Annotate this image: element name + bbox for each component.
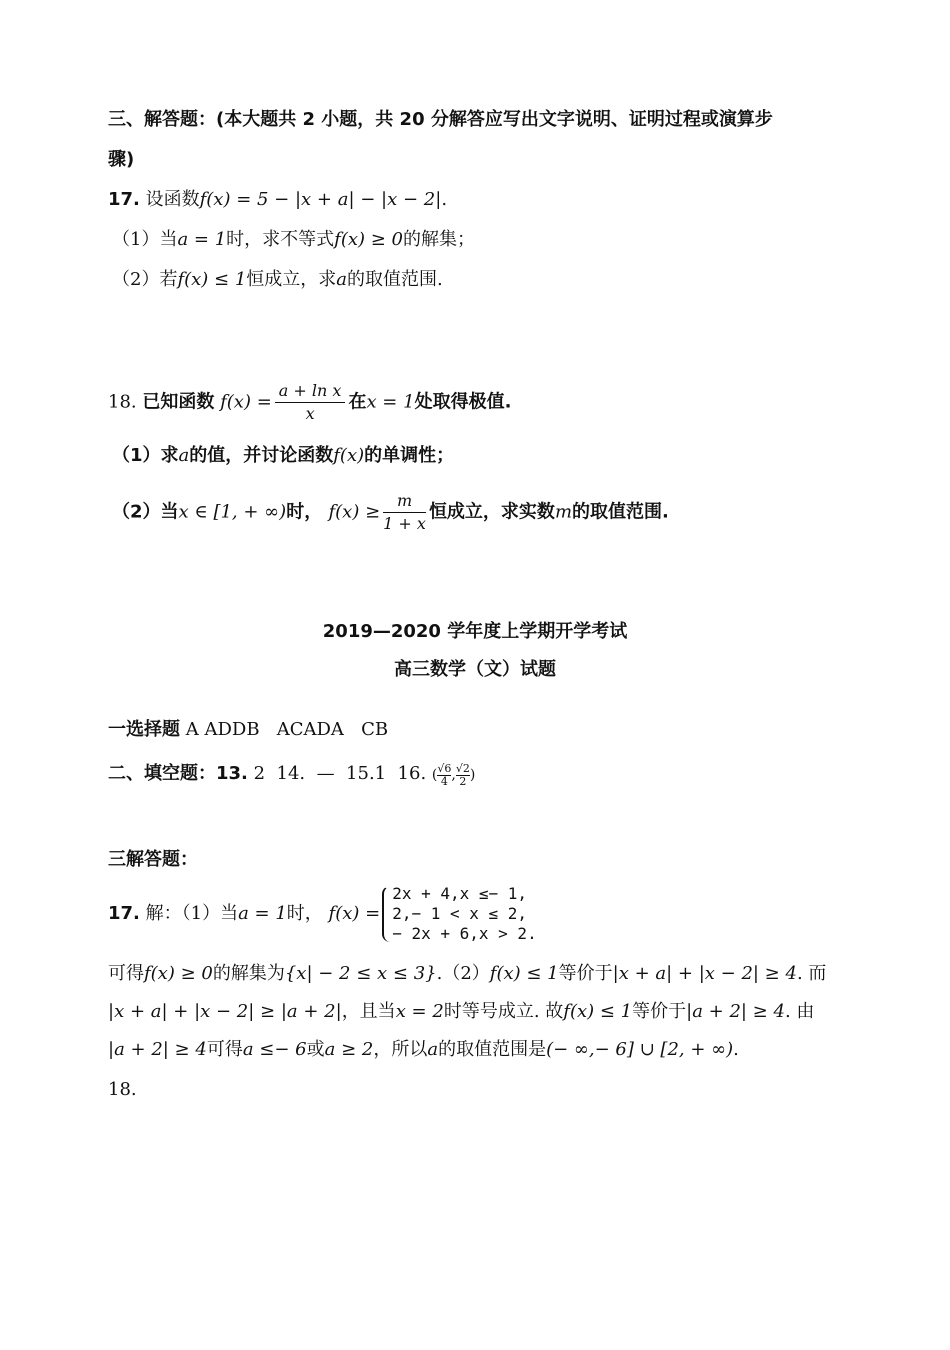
part-text: 恒成立，求 [246, 269, 337, 290]
math-expression: x = 2 [395, 1001, 444, 1022]
part-text: 的单调性； [364, 445, 455, 466]
answer-text: 解：（1）当 [145, 903, 239, 924]
case-row: 2x + 4,x ≤− 1, [392, 884, 528, 903]
math-expression: x = 1 [366, 391, 415, 413]
math-expression: a ≤− 6 [242, 1039, 307, 1060]
part-text: （1）求 [112, 445, 179, 466]
fraction [437, 763, 451, 788]
question-number: 17. [108, 903, 140, 924]
section-heading-continued: 骤) [108, 149, 135, 170]
question-18-part-2 [112, 490, 669, 535]
answer-text: . [733, 1039, 739, 1060]
part-text: 的解集； [403, 229, 476, 250]
answer-text: 的解集为 [212, 963, 285, 984]
part-text: 时，求不等式 [226, 229, 335, 250]
part-text: 时， [286, 501, 323, 523]
fraction [383, 490, 426, 535]
part-text: 恒成立，求实数 [428, 501, 555, 523]
stem-text: 设函数 [145, 189, 200, 210]
math-expression: a [178, 445, 190, 466]
part-text: 的取值范围. [347, 269, 443, 290]
answer-17-line-1 [108, 884, 537, 944]
math-expression: x ∈ [1, + ∞) [178, 501, 287, 523]
fill-in-answers [108, 760, 475, 789]
math-expression: a = 1 [238, 903, 287, 924]
answer-17-line-4 [108, 1036, 739, 1064]
math-expression: f(x) ≤ 1 [563, 1001, 633, 1022]
answer-subtitle: 高三数学（文）试题 [394, 659, 556, 680]
answer-text: 可得 [206, 1039, 243, 1060]
fraction-denominator: 4 [440, 774, 448, 788]
part-3-label: 三解答题： [108, 849, 198, 870]
fraction-numerator: √2 [455, 761, 470, 775]
math-expression: f(x) [333, 445, 365, 466]
question-17-stem [108, 186, 447, 214]
question-17-part-2 [112, 266, 443, 294]
math-expression: f(x) = 5 − |x + a| − |x − 2| [199, 189, 442, 210]
math-expression: a = 1 [177, 229, 227, 250]
answer-text: 时， [286, 903, 323, 924]
math-expression: |a + 2| ≥ 4 [108, 1039, 207, 1060]
answer-text: ，所以 [373, 1039, 428, 1060]
math-expression: f(x) ≤ 1 [489, 963, 559, 984]
question-17-part-1 [112, 226, 475, 254]
answer-label: 一选择题 [108, 719, 180, 740]
math-expression: |a + 2| ≥ 4 [686, 1001, 785, 1022]
fraction-denominator: 1 + x [383, 514, 426, 533]
question-18-part-1 [112, 442, 454, 470]
answer-text: 等价于 [632, 1001, 687, 1022]
question-number: 18. [108, 391, 137, 413]
stem-text: 处取得极值. [414, 391, 512, 413]
separator: , [451, 767, 456, 783]
paren: ( [431, 767, 438, 783]
math-expression: a [427, 1039, 439, 1060]
paren: ) [469, 767, 476, 783]
case-row: − 2x + 6,x > 2. [392, 924, 537, 943]
question-number: 17. [108, 189, 140, 210]
stem-text: 在 [348, 391, 367, 413]
math-expression: a ≥ 2 [324, 1039, 374, 1060]
math-expression: m [554, 501, 573, 523]
math-expression: f(x) ≥ 0 [334, 229, 404, 250]
math-expression: f(x) ≥ [328, 501, 381, 523]
answer-text: . 而 [796, 963, 827, 984]
fraction [275, 380, 346, 425]
fraction-numerator: √6 [437, 761, 452, 775]
math-expression: a [336, 269, 348, 290]
answer-title: 2019—2020 学年度上学期开学考试 [322, 621, 628, 642]
multiple-choice-answers [108, 716, 388, 744]
answer-16 [431, 761, 476, 788]
stem-text: 已知函数 [142, 391, 215, 413]
answer-text: 的取值范围是 [438, 1039, 547, 1060]
section-heading: 三、解答题：(本大题共 2 小题，共 20 分解答应写出文字说明、证明过程或演算步 [108, 109, 773, 130]
answer-text: ，且当 [341, 1001, 396, 1022]
part-text: 的值，并讨论函数 [189, 445, 334, 466]
stem-end: . [441, 189, 448, 210]
fraction-numerator: a + ln x [275, 380, 346, 403]
fraction-numerator: m [383, 490, 426, 513]
math-expression: f(x) = [220, 391, 272, 413]
math-expression: f(x) ≤ 1 [177, 269, 247, 290]
answer-text: 时等号成立. 故 [443, 1001, 564, 1022]
question-18-stem [108, 380, 511, 425]
answer-text: 等价于 [558, 963, 613, 984]
answer-18: 18. [108, 1079, 137, 1100]
math-expression: (− ∞,− 6] ∪ [2, + ∞) [546, 1039, 734, 1060]
math-expression: |x + a| + |x − 2| ≥ |a + 2| [108, 1001, 342, 1022]
answer-17-line-3 [108, 998, 814, 1026]
math-expression: {x| − 2 ≤ x ≤ 3} [284, 963, 437, 984]
answer-label: 二、填空题：13. [108, 763, 248, 784]
math-expression: f(x) ≥ 0 [144, 963, 213, 984]
piecewise-cases [380, 884, 537, 944]
fraction-denominator: 2 [459, 774, 467, 788]
case-row: 2,− 1 < x ≤ 2, [392, 904, 528, 923]
answer-17-line-2 [108, 960, 826, 988]
answer-text: .（2） [436, 963, 490, 984]
fraction [456, 763, 470, 788]
part-text: （2）当 [112, 501, 179, 523]
answer-values: A ADDB ACADA CB [185, 719, 389, 740]
part-text: 的取值范围. [572, 501, 669, 523]
part-text: （2）若 [112, 269, 178, 290]
answer-text: 可得 [108, 963, 144, 984]
math-expression: |x + a| + |x − 2| ≥ 4 [612, 963, 797, 984]
math-expression: f(x) = [328, 903, 381, 924]
answer-text: 或 [306, 1039, 325, 1060]
part-text: （1）当 [112, 229, 178, 250]
fraction-denominator: x [305, 404, 315, 423]
answer-values: 2 14. — 15.1 16. [253, 763, 427, 784]
answer-text: . 由 [784, 1001, 815, 1022]
